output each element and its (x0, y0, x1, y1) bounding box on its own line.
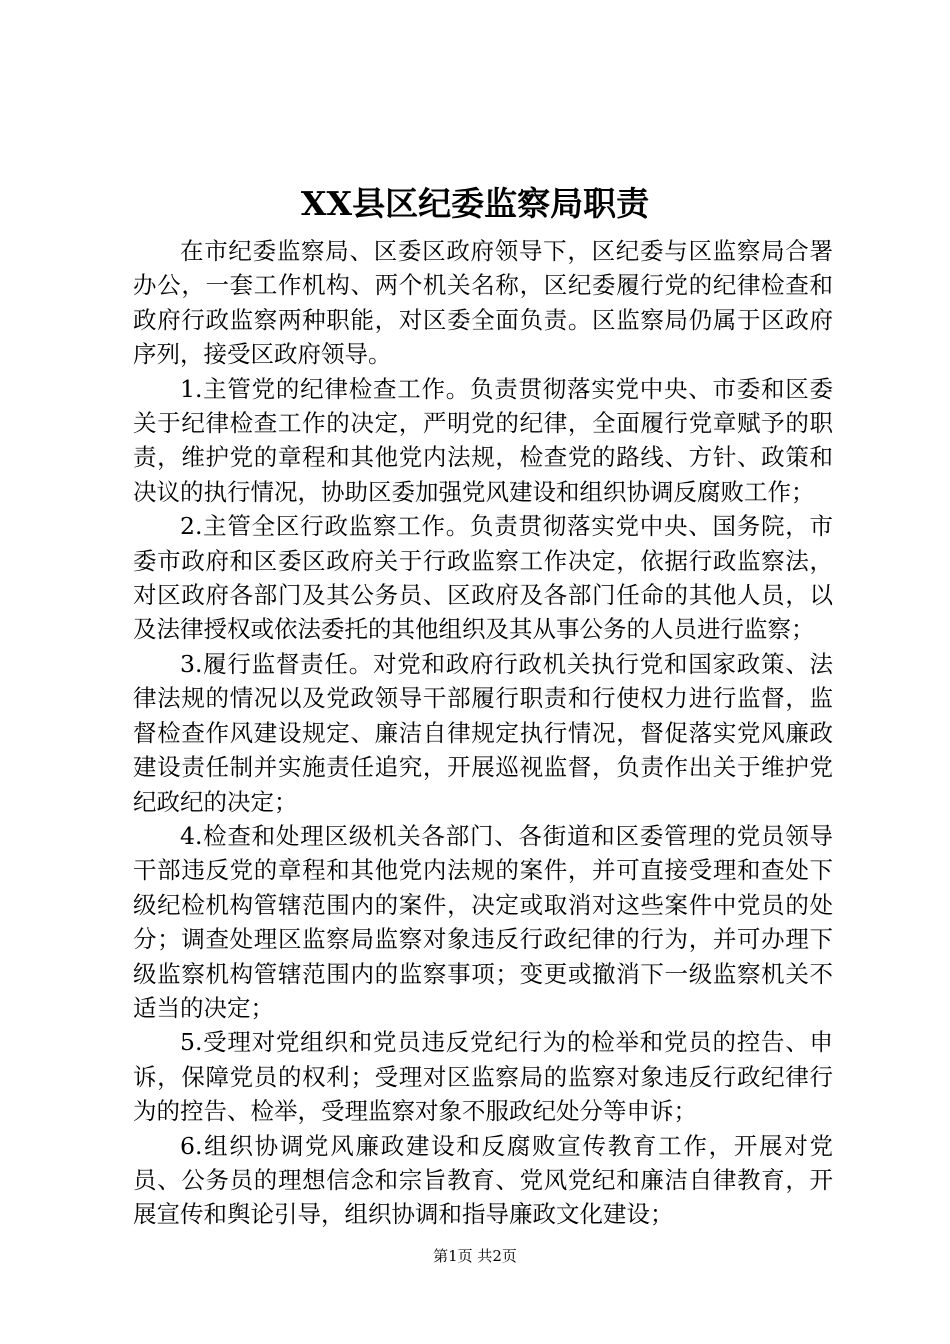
page-footer: 第1页 共2页 (433, 1247, 517, 1265)
intro-paragraph: 在市纪委监察局、区委区政府领导下，区纪委与区监察局合署办公，一套工作机构、两个机关名称，区纪委履行党的纪律检查和政府行政监察两种职能，对区委全面负责。区监察局仍属于区政府序列，接受区政府领导。 (133, 237, 833, 369)
duty-item-6: 6.组织协调党风廉政建设和反腐败宣传教育工作，开展对党员、公务员的理想信念和宗旨教育、党风党纪和廉洁自律教育，开展宣传和舆论引导，组织协调和指导廉政文化建设； (133, 1131, 833, 1229)
duty-item-4: 4.检查和处理区级机关各部门、各街道和区委管理的党员领导干部违反党的章程和其他党内法规的案件，并可直接受理和查处下级纪检机构管辖范围内的案件，决定或取消对这些案件中党员的处分；调查处理区监察局监察对象违反行政纪律的行为，并可办理下级监察机构管辖范围内的监察事项；变更或撤消下一级监察机关不适当的决定； (133, 821, 833, 1022)
duty-item-5: 5.受理对党组织和党员违反党纪行为的检举和党员的控告、申诉，保障党员的权利；受理对区监察局的监察对象违反行政纪律行为的控告、检举，受理监察对象不服政纪处分等申诉； (133, 1028, 833, 1126)
duty-item-3: 3.履行监督责任。对党和政府行政机关执行党和国家政策、法律法规的情况以及党政领导干部履行职责和行使权力进行监督，监督检查作风建设规定、廉洁自律规定执行情况，督促落实党风廉政建设责任制并实施责任追究，开展巡视监督，负责作出关于维护党纪政纪的决定； (133, 649, 833, 816)
duty-item-1: 1.主管党的纪律检查工作。负责贯彻落实党中央、市委和区委关于纪律检查工作的决定，严明党的纪律，全面履行党章赋予的职责，维护党的章程和其他党内法规，检查党的路线、方针、政策和决议的执行情况，协助区委加强党风建设和组织协调反腐败工作； (133, 374, 833, 506)
document-title: XX县区纪委监察局职责 (300, 184, 650, 223)
duty-item-2: 2.主管全区行政监察工作。负责贯彻落实党中央、国务院，市委市政府和区委区政府关于行政监察工作决定，依据行政监察法，对区政府各部门及其公务员、区政府及各部门任命的其他人员，以及法律授权或依法委托的其他组织及其从事公务的人员进行监察； (133, 512, 833, 644)
document-body (133, 234, 833, 1232)
